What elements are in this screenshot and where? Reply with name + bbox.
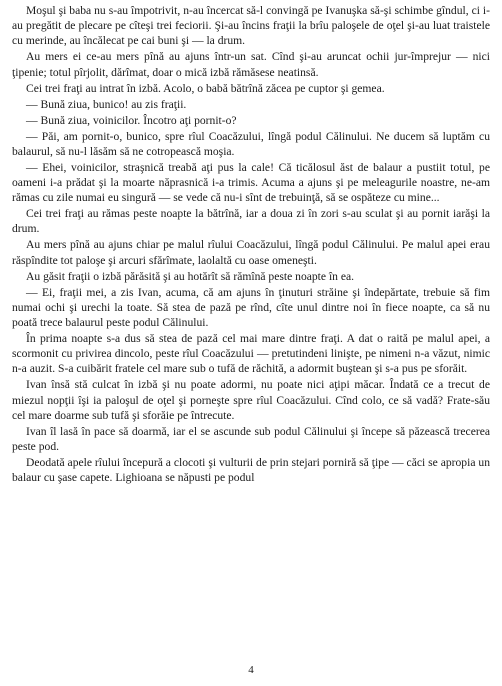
dialogue-line: — Păi, am pornit-o, bunico, spre rîul Coacăzului, lîngă podul Călinului. Ne ducem să luptăm cu balaurul, să nu-l lăsăm să ne cotropească moşia. — [12, 129, 490, 158]
paragraph: Cei trei fraţi au rămas peste noapte la bătrînă, iar a doua zi în zori s-au sculat şi au pornit iarăşi la drum. — [12, 207, 490, 236]
body-text — [12, 3, 490, 485]
paragraph: Moşul şi baba nu s-au împotrivit, n-au încercat să-l convingă pe Ivanuşka să-şi schimbe gîndul, ci i-au pregătit de plecare pe cîteşi trei feciorii. Şi-au încins fraţii la brîu paloşele de oţel şi-au luat traistele cu merinde, au încălecat pe cai buni şi — la drum. — [12, 4, 490, 48]
paragraph: Deodată apele rîului începură a clocoti şi vulturii de prin stejari porniră să ţipe — căci se apropia un balaur cu şase capete. Lighioana se năpusti pe podul — [12, 456, 490, 485]
paragraph: Ivan îl lasă în pace să doarmă, iar el se ascunde sub podul Călinului şi începe să păzească trecerea peste pod. — [12, 424, 490, 454]
dialogue-line: — Bună ziua, voinicilor. Încotro aţi pornit-o? — [26, 113, 237, 127]
paragraph: În prima noapte s-a dus să stea de pază cel mai mare dintre fraţi. A dat o raită pe malul apei, a scormonit cu privirea dincolo, peste rîul Coacăzului — pretutindeni linişte, pe nimeni n-a văzut, nimic n-a auzit. S-a cuibărit fratele cel mare sub o tufă de răchită, a adormit buştean şi s-a pus pe sforăit. — [12, 332, 490, 376]
dialogue-line: — Ei, fraţii mei, a zis Ivan, acuma, că am ajuns în ţinuturi străine şi îndepărtate, trebuie să fim numai ochi şi urechi la toate. Să stea de pază pe rînd, cîte unul dintre noi în fiece noapte, ca să nu poată trece balaurul peste podul Călinului. — [12, 285, 490, 330]
paragraph: Au mers pînă au ajuns chiar pe malul rîului Coacăzului, lîngă podul Călinului. Pe malul apei erau răspîndite tot paloşe şi arcuri sfărîmate, laolaltă cu oase omeneşti. — [12, 238, 490, 267]
paragraph: Cei trei fraţi au intrat în izbă. Acolo, o babă bătrînă zăcea pe cuptor şi gemea. — [26, 81, 385, 95]
page-number: 4 — [248, 664, 254, 676]
paragraph: Au găsit fraţii o izbă părăsită şi au hotărît să rămînă peste noapte în ea. — [26, 269, 355, 283]
dialogue-line: — Ehei, voinicilor, straşnică treabă aţi pus la cale! Că ticălosul ăst de balaur a pustiit totul, pe oameni i-a prădat şi la moarte năprasnică i-a trimis. Acuma a ajuns şi pe meleagurile noastre, ne-am rămas cu zile numai eu singură — se vede că nu-i sînt de trebuinţă, să se ospăteze cu mine... — [12, 160, 490, 205]
paragraph: Ivan însă stă culcat în izbă şi nu poate adormi, nu poate nici aţipi măcar. Îndată ce a trecut de miezul nopţii îşi ia paloşul de oţel şi porneşte spre rîul Coacăzului. Cînd colo, ce să vadă? Frate-său cel mare doarme sub tufă şi sforăie pe întrecute. — [12, 378, 490, 422]
paragraph: Au mers ei ce-au mers pînă au ajuns într-un sat. Cînd şi-au aruncat ochii jur-împrejur — nici ţipenie; totul pîrjolit, dărîmat, doar o mică izbă rămăsese neatinsă. — [12, 50, 490, 79]
dialogue-line: — Bună ziua, bunico! au zis fraţii. — [26, 97, 187, 111]
